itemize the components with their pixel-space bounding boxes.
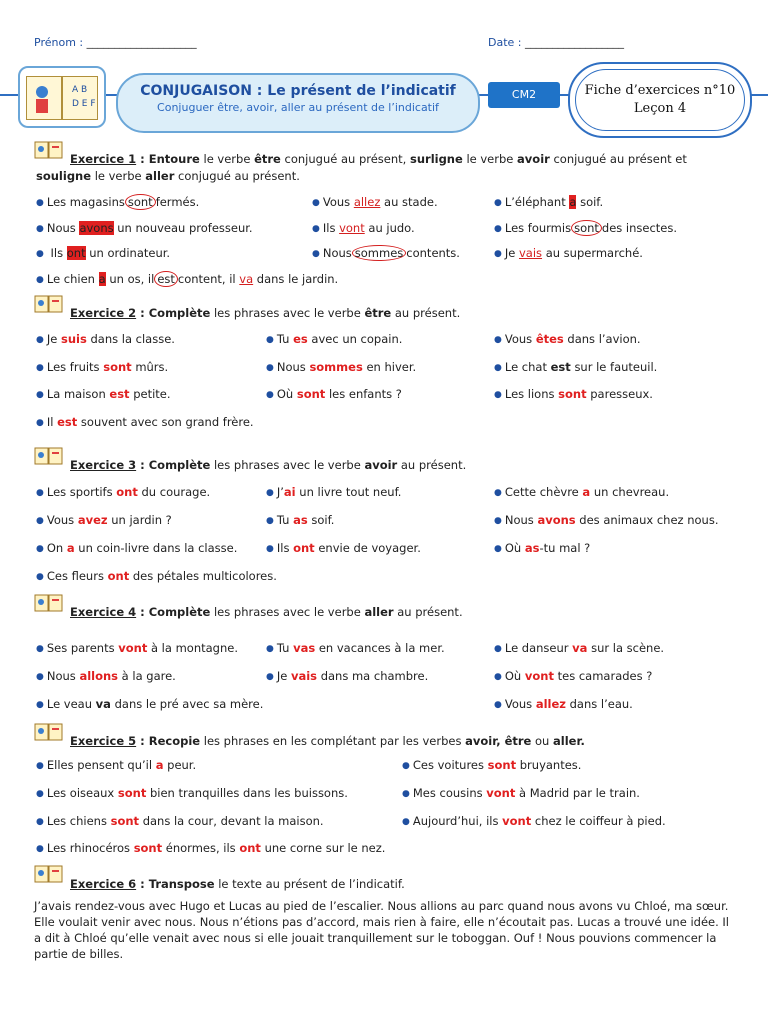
list-item: ● Cette chèvre a un chevreau.: [494, 485, 670, 499]
answer: ont: [239, 841, 261, 855]
underlined-verb: va: [239, 272, 254, 286]
book-logo-icon: [18, 66, 106, 128]
answer: vont: [118, 641, 148, 655]
answer: a: [155, 758, 164, 772]
circled-verb: sont: [571, 220, 602, 236]
answer: sont: [110, 814, 140, 828]
list-item: ● Tu as soif.: [266, 513, 335, 527]
exercise-book-icon: [34, 722, 64, 742]
answer: suis: [60, 332, 87, 346]
list-item: ● Je vais au supermarché.: [494, 246, 643, 260]
list-item: ● Le danseur va sur la scène.: [494, 641, 665, 655]
list-item: ● Mes cousins vont à Madrid par le train.: [402, 786, 640, 800]
list-item: ● Ils ont un ordinateur.: [36, 246, 171, 260]
list-item: ● Les magasins sont fermés.: [36, 195, 200, 209]
answer: es: [293, 332, 308, 346]
list-item: ● Les lions sont paresseux.: [494, 387, 653, 401]
list-item: ● Les chiens sont dans la cour, devant la maison.: [36, 814, 324, 828]
exercise-2-instruction: Exercice 2 : Complète les phrases avec le verbe être au présent.: [70, 306, 461, 320]
list-item: ● Ils vont au judo.: [312, 221, 415, 235]
list-item: ● La maison est petite.: [36, 387, 171, 401]
page-subtitle: Conjuguer être, avoir, aller au présent de l’indicatif: [157, 101, 439, 114]
svg-text:D E F: D E F: [72, 99, 96, 109]
circled-verb: sommes: [352, 245, 407, 261]
list-item: ● Où sont les enfants ?: [266, 387, 402, 401]
prenom-line: [34, 36, 197, 49]
list-item: ● On a un coin-livre dans la classe.: [36, 541, 238, 555]
answer: vas: [293, 641, 316, 655]
underlined-verb: vais: [518, 246, 543, 260]
answer: vais: [290, 669, 318, 683]
list-item: ● Vous allez au stade.: [312, 195, 438, 209]
answer: vont: [486, 786, 516, 800]
date-label: Date :: [488, 36, 525, 49]
exercise-book-icon: [34, 446, 64, 466]
list-item: ● Tu es avec un copain.: [266, 332, 403, 346]
svg-text:A B: A B: [72, 85, 88, 95]
exercise-book-icon: [34, 864, 64, 884]
answer: allez: [535, 697, 566, 711]
exercise-book-icon: [34, 593, 64, 613]
exercise-1-instruction-line2: souligne le verbe aller conjugué au présent.: [36, 169, 300, 183]
answer: vont: [502, 814, 532, 828]
list-item: ● Le chien a un os, il est content, il va dans le jardin.: [36, 272, 339, 286]
fiche-lesson: Leçon 4: [633, 101, 687, 116]
fiche-box: [568, 62, 752, 138]
list-item: ● Nous allons à la gare.: [36, 669, 176, 683]
highlighted-verb: ont: [66, 246, 86, 260]
exercise-6-text: J’avais rendez-vous avec Hugo et Lucas au pied de l’escalier. Nous allions au parc quand nous avons vu Chloé, ma sœur. Elle voulait venir avec nous. Nous n’étions pas d’accord, mais rien à faire, elle n’écoutait pas. Lucas a trouvé une idée. Il a dit à Chloé qu’elle venait avec nous si elle jouait tranquillement sur le toboggan. Ouf ! Nous pouvions commencer la partie de billes.: [34, 899, 729, 961]
answer: as: [524, 541, 540, 555]
exercise-6-instruction: Exercice 6 : Transpose le texte au présent de l’indicatif.: [70, 877, 405, 891]
answer: vont: [524, 669, 554, 683]
list-item: ● Vous allez dans l’eau.: [494, 697, 633, 711]
page-title: CONJUGAISON : Le présent de l’indicatif: [140, 83, 456, 99]
answer: ont: [107, 569, 130, 583]
list-item: ● Les sportifs ont du courage.: [36, 485, 211, 499]
title-box: [116, 73, 480, 133]
answer: ont: [293, 541, 315, 555]
answer: avez: [77, 513, 108, 527]
list-item: ● Les fruits sont mûrs.: [36, 360, 169, 374]
list-item: ● J’ai un livre tout neuf.: [266, 485, 402, 499]
list-item: ● Où vont tes camarades ?: [494, 669, 653, 683]
list-item: ● Les oiseaux sont bien tranquilles dans les buissons.: [36, 786, 348, 800]
list-item: ● Elles pensent qu’il a peur.: [36, 758, 197, 772]
exercise-5-instruction: Exercice 5 : Recopie les phrases en les complétant par les verbes avoir, être ou aller.: [70, 734, 585, 748]
highlighted-verb: a: [98, 272, 106, 286]
date-line: [488, 36, 624, 49]
list-item: ● Les fourmis sont des insectes.: [494, 221, 678, 235]
answer: est: [57, 415, 78, 429]
list-item: ● Je vais dans ma chambre.: [266, 669, 429, 683]
answer: va: [95, 697, 111, 711]
list-item: ● Ses parents vont à la montagne.: [36, 641, 238, 655]
list-item: ● Vous êtes dans l’avion.: [494, 332, 641, 346]
answer: sont: [117, 786, 147, 800]
list-item: ● Le chat est sur le fauteuil.: [494, 360, 658, 374]
circled-verb: est: [154, 271, 178, 287]
list-item: ● L’éléphant a soif.: [494, 195, 604, 209]
fiche-title: Fiche d’exercices n°10: [584, 83, 736, 98]
answer: avons: [537, 513, 576, 527]
exercise-1-instruction: Exercice 1 : Entoure le verbe être conjugué au présent, surligne le verbe avoir conjugué au présent et: [70, 152, 687, 166]
date-field[interactable]: __________________: [525, 36, 624, 49]
list-item: ● Où as-tu mal ?: [494, 541, 591, 555]
underlined-verb: vont: [339, 221, 365, 235]
level-badge: CM2: [488, 82, 560, 108]
list-item: ● Il est souvent avec son grand frère.: [36, 415, 254, 429]
list-item: ● Je suis dans la classe.: [36, 332, 175, 346]
answer: sont: [133, 841, 163, 855]
prenom-field[interactable]: ____________________: [86, 36, 197, 49]
exercise-3-instruction: Exercice 3 : Complète les phrases avec le verbe avoir au présent.: [70, 458, 467, 472]
answer: sommes: [309, 360, 363, 374]
answer: sont: [558, 387, 587, 401]
list-item: ● Nous sommes en hiver.: [266, 360, 417, 374]
list-item: ● Vous avez un jardin ?: [36, 513, 172, 527]
list-item: ● Aujourd’hui, ils vont chez le coiffeur à pied.: [402, 814, 666, 828]
answer: ont: [116, 485, 138, 499]
highlighted-verb: a: [569, 195, 577, 209]
answer: est: [550, 360, 571, 374]
list-item: ● Nous sommes contents.: [312, 246, 460, 260]
list-item: ● Le veau va dans le pré avec sa mère.: [36, 697, 264, 711]
answer: est: [109, 387, 130, 401]
list-item: ● Nous avons des animaux chez nous.: [494, 513, 719, 527]
answer: va: [572, 641, 588, 655]
list-item: ● Ces voitures sont bruyantes.: [402, 758, 582, 772]
underlined-verb: allez: [353, 195, 381, 209]
answer: allons: [79, 669, 119, 683]
list-item: ● Ils ont envie de voyager.: [266, 541, 421, 555]
answer: sont: [296, 387, 326, 401]
list-item: ● Les rhinocéros sont énormes, ils ont une corne sur le nez.: [36, 841, 386, 855]
answer: as: [293, 513, 308, 527]
list-item: ● Tu vas en vacances à la mer.: [266, 641, 445, 655]
list-item: ● Ces fleurs ont des pétales multicolores.: [36, 569, 277, 583]
answer: ai: [283, 485, 296, 499]
answer: sont: [103, 360, 132, 374]
answer: a: [582, 485, 591, 499]
exercise-4-instruction: Exercice 4 : Complète les phrases avec le verbe aller au présent.: [70, 605, 463, 619]
exercise-book-icon: [34, 294, 64, 314]
circled-verb: sont: [125, 194, 156, 210]
exercise-book-icon: [34, 140, 64, 160]
answer: sont: [487, 758, 517, 772]
answer: a: [66, 541, 75, 555]
list-item: ● Nous avons un nouveau professeur.: [36, 221, 253, 235]
prenom-label: Prénom :: [34, 36, 87, 49]
answer: êtes: [535, 332, 564, 346]
highlighted-verb: avons: [79, 221, 114, 235]
